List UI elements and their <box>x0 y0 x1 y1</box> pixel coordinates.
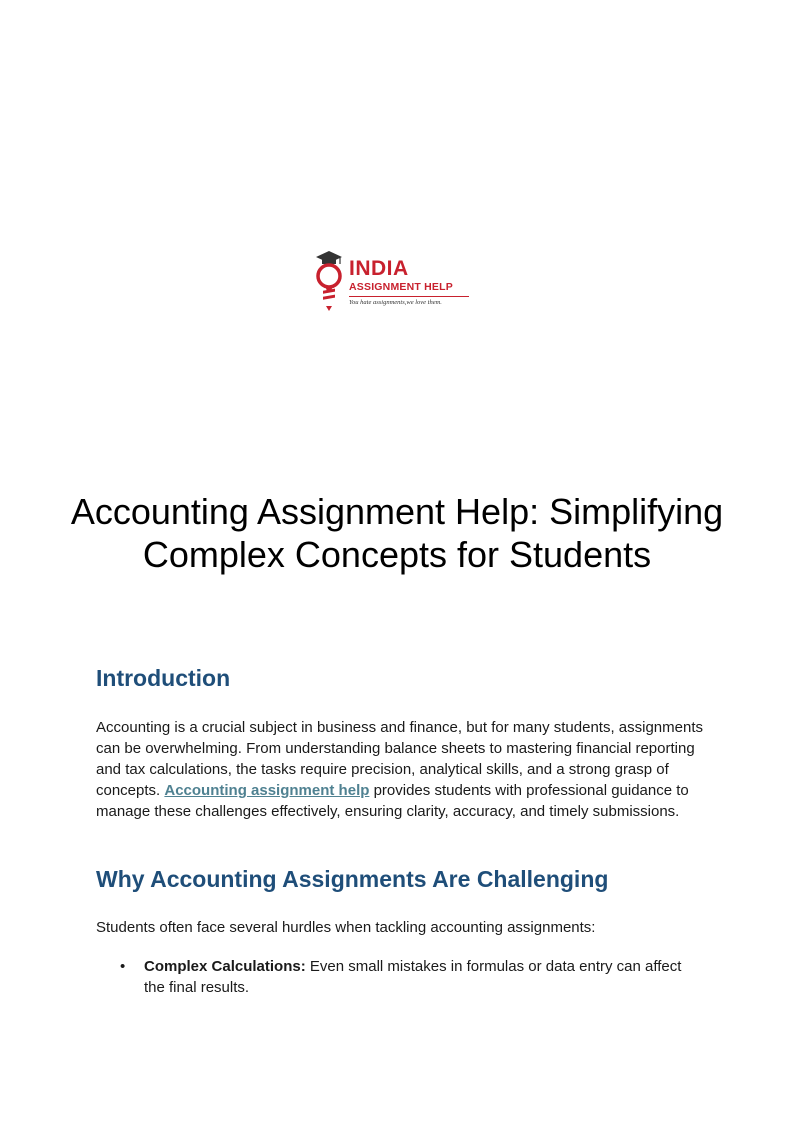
india-assignment-help-logo <box>310 250 480 314</box>
challenges-list <box>96 956 706 998</box>
logo-subtitle: ASSIGNMENT HELP <box>349 281 453 293</box>
logo-divider <box>349 296 469 297</box>
section-heading-introduction: Introduction <box>96 665 231 691</box>
list-item-text: Even small mistakes in formulas or data entry can affect the final results. <box>144 958 682 996</box>
introduction-paragraph <box>96 717 706 822</box>
bullet-icon: • <box>120 958 126 975</box>
logo-title: INDIA <box>349 257 409 280</box>
challenges-intro-paragraph: Students often face several hurdles when tackling accounting assignments: <box>96 919 596 936</box>
paragraph-text: Accounting is a crucial subject in business and finance, but for many students, assignments can be overwhelming. From understanding balance sheets to mastering financial reporting and tax calculations, the tasks require precision, analytical skills, and a strong grasp of concepts. <box>96 719 703 799</box>
accounting-assignment-help-link[interactable]: Accounting assignment help <box>164 782 370 799</box>
lightbulb-graduate-icon <box>310 250 348 312</box>
list-item-label: Complex Calculations: <box>144 958 306 975</box>
section-heading-why-challenging: Why Accounting Assignments Are Challenging <box>96 866 609 892</box>
logo-tagline: You hate assignments,we love them. <box>349 299 442 306</box>
list-item <box>96 956 706 998</box>
document-title: Accounting Assignment Help: Simplifying Complex Concepts for Students <box>70 491 724 575</box>
paragraph-text: provides students with professional guidance to manage these challenges effectively, ensuring clarity, accuracy, and timely submissions. <box>96 782 689 820</box>
